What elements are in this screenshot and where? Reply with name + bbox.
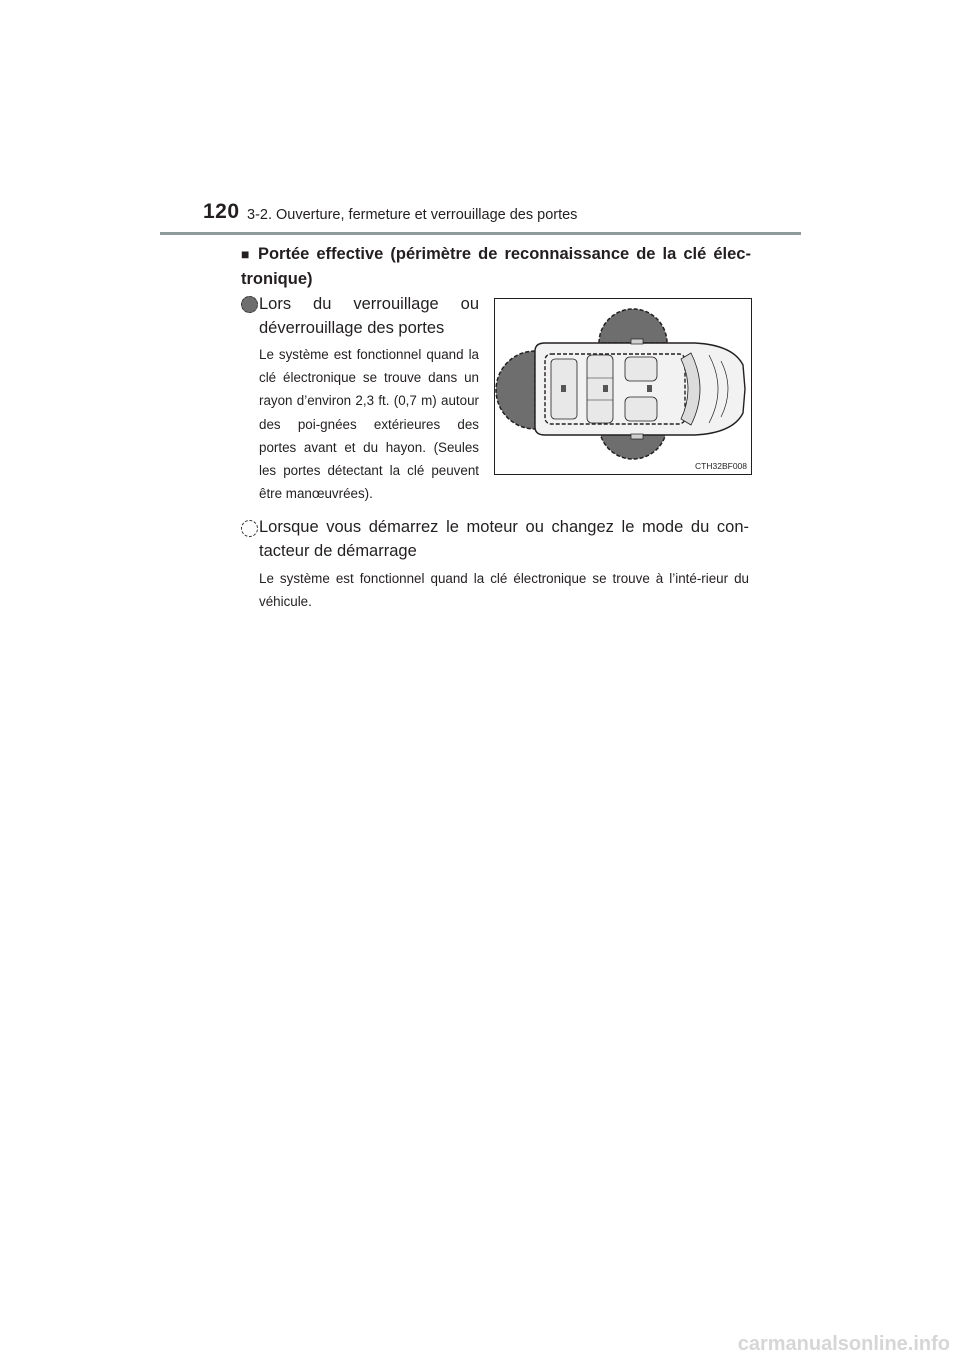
antenna-mark-1 bbox=[561, 385, 566, 392]
section-heading bbox=[241, 242, 751, 292]
filled-circle-icon bbox=[241, 296, 258, 313]
item-title-starting: Lorsque vous démarrez le moteur ou changez le mode du con-tacteur de démarrage bbox=[259, 518, 749, 560]
chapter-title: 3-2. Ouverture, fermeture et verrouillage des portes bbox=[247, 207, 578, 223]
mirror-bottom bbox=[631, 434, 643, 439]
item-desc-starting: Le système est fonctionnel quand la clé électronique se trouve à l’inté-rieur du véhicule. bbox=[259, 571, 749, 610]
front-seat-right bbox=[625, 397, 657, 421]
zone-tailgate bbox=[496, 351, 535, 429]
header-rule bbox=[160, 232, 801, 235]
vehicle-top-view-diagram bbox=[495, 299, 751, 474]
vehicle-range-figure bbox=[494, 298, 752, 475]
front-seat-left bbox=[625, 357, 657, 381]
watermark-logo: carmanualsonline.info bbox=[737, 1333, 950, 1355]
section-title: Portée effective (périmètre de reconnaissance de la clé élec-tronique) bbox=[241, 245, 751, 288]
rear-bench bbox=[587, 355, 613, 423]
figure-code: CTH32BF008 bbox=[695, 461, 747, 471]
square-bullet-icon: ■ bbox=[241, 246, 252, 262]
antenna-mark-3 bbox=[647, 385, 652, 392]
antenna-mark-2 bbox=[603, 385, 608, 392]
item-desc-locking: Le système est fonctionnel quand la clé électronique se trouve dans un rayon d’environ 2,3 ft. (0,7 m) autour des poi-gnées extérieures des portes avant et du hayon. (Seules les portes détectant la clé peuvent être manœuvrées). bbox=[259, 347, 479, 502]
zone-front-door bbox=[599, 309, 667, 343]
item-title-locking: Lors du verrouillage ou déverrouillage des portes bbox=[259, 295, 479, 337]
page-number: 120 bbox=[203, 200, 240, 223]
dashed-circle-icon bbox=[241, 520, 258, 537]
mirror-top bbox=[631, 339, 643, 344]
